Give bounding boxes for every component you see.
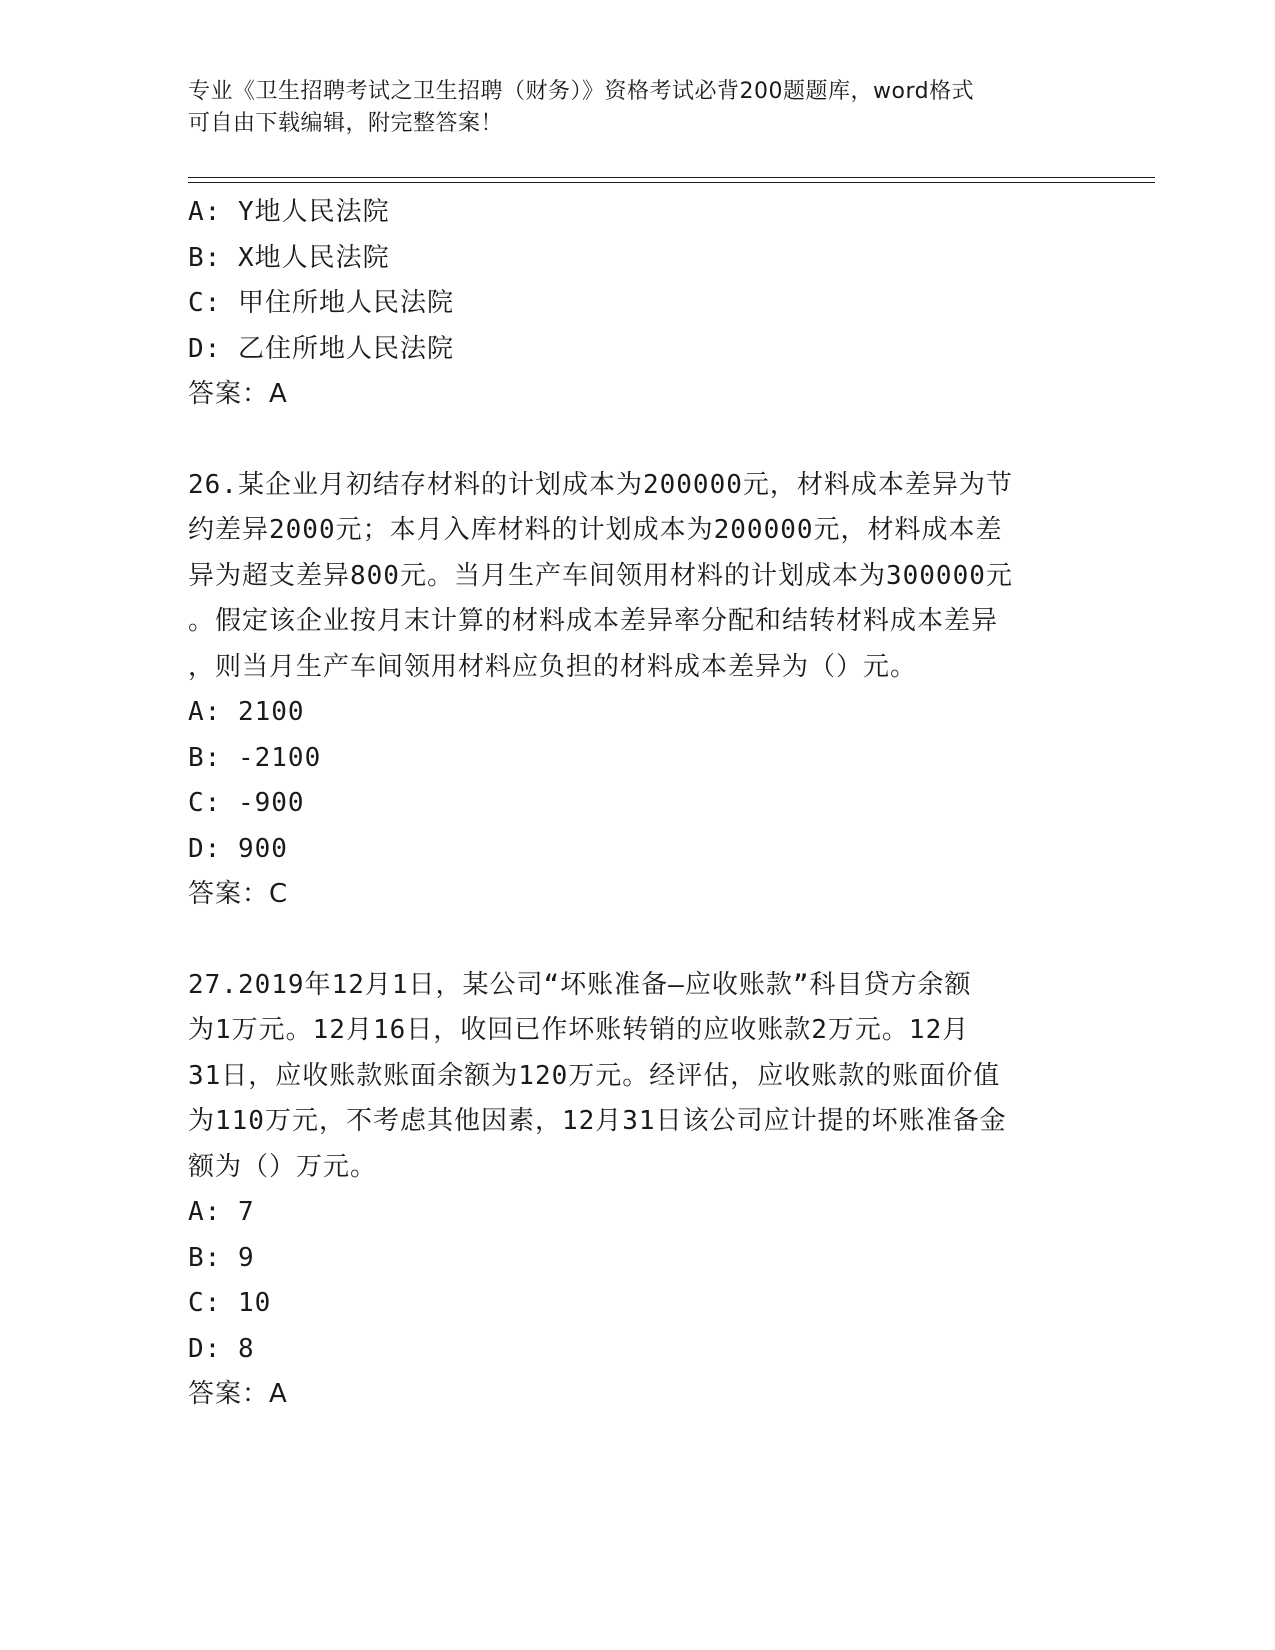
option-a: A: 2100 [188,697,305,727]
option-a: A: 7 [188,1197,255,1227]
option-b: B: 9 [188,1242,255,1273]
question-stem-line: 为1万元。12月16日，收回已作坏账转销的应收账款2万元。12月 [188,1015,970,1045]
option-c: C: -900 [188,788,305,818]
answer-label: 答案：A [188,379,288,409]
question-stem-line: 31日，应收账款账面余额为120万元。经评估，应收账款的账面价值 [188,1060,1001,1091]
question-stem-line: 约差异2000元；本月入库材料的计划成本为200000元，材料成本差 [188,515,1003,545]
option-d: D: 8 [188,1333,255,1364]
question-stem-line: 为110万元，不考虑其他因素，12月31日该公司应计提的坏账准备金 [188,1106,1007,1136]
spacer [188,418,1088,463]
header-line-1: 专业《卫生招聘考试之卫生招聘（财务）》资格考试必背200题题库，word格式 [188,79,975,104]
question-stem-line: ，则当月生产车间领用材料应负担的材料成本差异为（）元。 [188,651,918,682]
question-stem-line: 。假定该企业按月末计算的材料成本差异率分配和结转材料成本差异 [188,606,999,636]
option-d: D: 乙住所地人民法院 [188,333,454,364]
question-stem-line: 额为（）万元。 [188,1151,378,1182]
question-stem-line: 异为超支差异800元。当月生产车间领用材料的计划成本为300000元 [188,560,1013,591]
question-stem-line: 27.2019年12月1日，某公司“坏账准备—应收账款”科目贷方余额 [188,969,972,1000]
question-25 [188,190,1088,418]
option-c: C: 甲住所地人民法院 [188,288,454,318]
answer-label: 答案：A [188,1379,288,1409]
document-header [188,76,1088,140]
question-26 [188,463,1088,918]
document-body [188,190,1088,1418]
option-b: B: -2100 [188,742,322,773]
header-divider-bottom [188,182,1155,183]
header-divider-top [188,177,1155,178]
option-c: C: 10 [188,1288,272,1318]
answer-label: 答案：C [188,879,289,909]
question-stem-line: 26.某企业月初结存材料的计划成本为200000元，材料成本差异为节 [188,469,1013,500]
option-d: D: 900 [188,833,288,864]
question-27 [188,963,1088,1418]
option-a: A: Y地人民法院 [188,197,390,227]
option-b: B: X地人民法院 [188,242,390,273]
spacer [188,918,1088,963]
header-line-2: 可自由下载编辑，附完整答案！ [188,111,504,136]
